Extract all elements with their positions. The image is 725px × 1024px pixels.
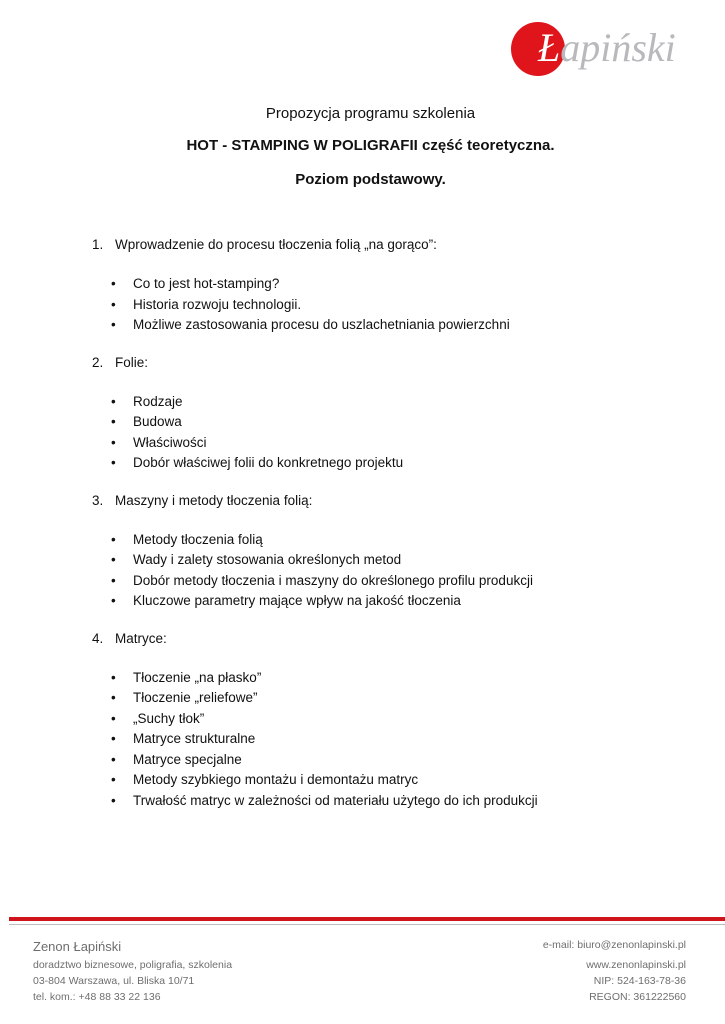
list-item-text: „Suchy tłok” — [133, 710, 205, 726]
footer-name: Zenon Łapiński — [33, 939, 122, 954]
program-section — [92, 628, 692, 812]
section-heading — [92, 490, 692, 512]
bullet-icon: • — [111, 434, 116, 450]
bullet-icon: • — [111, 669, 116, 685]
footer-services: doradztwo biznesowe, poligrafia, szkolenia — [33, 959, 233, 971]
section-heading-text: Folie: — [115, 354, 149, 370]
section-number: 3. — [92, 492, 104, 508]
list-item-text: Trwałość matryc w zależności od materiału użytego do ich produkcji — [133, 792, 538, 808]
list-item-text: Budowa — [133, 414, 182, 429]
footer-website: www.zenonlapinski.pl — [586, 959, 686, 971]
bullet-icon: • — [111, 531, 116, 547]
bullet-icon: • — [111, 276, 116, 291]
document-title: Propozycja programu szkolenia — [265, 105, 476, 122]
list-item — [92, 770, 692, 791]
bullet-list — [92, 530, 692, 612]
list-item — [92, 274, 692, 295]
company-logo — [511, 22, 696, 78]
bullet-icon: • — [111, 731, 116, 746]
list-item — [92, 750, 692, 771]
footer-email: e-mail: biuro@zenonlapinski.pl — [542, 939, 686, 951]
section-heading — [92, 628, 692, 650]
bullet-icon: • — [111, 792, 116, 808]
bullet-icon: • — [111, 690, 116, 705]
section-number: 1. — [92, 237, 104, 252]
bullet-icon: • — [111, 772, 116, 787]
footer-regon: REGON: 361222560 — [589, 991, 686, 1003]
bullet-icon: • — [111, 414, 116, 429]
list-item — [92, 315, 692, 336]
section-heading-text: Maszyny i metody tłoczenia folią: — [115, 492, 313, 508]
section-number: 2. — [92, 354, 104, 370]
list-item-text: Tłoczenie „reliefowe” — [133, 690, 258, 705]
bullet-icon: • — [111, 552, 116, 567]
list-item — [92, 433, 692, 454]
list-item — [92, 412, 692, 433]
list-item — [92, 729, 692, 750]
section-heading — [92, 352, 692, 374]
footer-address: 03-804 Warszawa, ul. Bliska 10/71 — [33, 975, 195, 987]
section-heading — [92, 234, 692, 256]
list-item-text: Dobór właściwej folii do konkretnego projektu — [133, 455, 404, 470]
program-section — [92, 352, 692, 474]
course-title: HOT - STAMPING W POLIGRAFII część teoretyczna. — [186, 137, 555, 154]
list-item-text: Dobór metody tłoczenia i maszyny do określonego profilu produkcji — [133, 572, 533, 588]
list-item — [92, 453, 692, 474]
list-item-text: Kluczowe parametry mające wpływ na jakość tłoczenia — [133, 593, 461, 608]
list-item — [92, 688, 692, 709]
footer-contact-left — [33, 937, 232, 1005]
section-number: 4. — [92, 630, 104, 646]
footer-divider-red — [9, 917, 725, 921]
list-item-text: Tłoczenie „na płasko” — [133, 669, 262, 685]
course-level: Poziom podstawowy. — [295, 171, 446, 188]
list-item — [92, 709, 692, 730]
list-item-text: Możliwe zastosowania procesu do uszlachetniania powierzchni — [133, 317, 510, 332]
footer-nip: NIP: 524-163-78-36 — [593, 975, 686, 987]
list-item-text: Metody tłoczenia folią — [133, 531, 263, 547]
program-outline — [92, 234, 692, 827]
bullet-list — [92, 392, 692, 474]
bullet-icon: • — [111, 751, 116, 767]
footer-phone: tel. kom.: +48 88 33 22 136 — [33, 991, 161, 1003]
list-item — [92, 571, 692, 592]
bullet-icon: • — [111, 455, 116, 470]
list-item — [92, 392, 692, 413]
logo-rest: apiński — [560, 25, 676, 70]
list-item-text: Historia rozwoju technologii. — [133, 296, 302, 312]
bullet-icon: • — [111, 572, 116, 588]
bullet-icon: • — [111, 593, 116, 608]
logo-wordmark — [538, 26, 676, 70]
list-item-text: Wady i zalety stosowania określonych metod — [133, 552, 402, 567]
program-section — [92, 490, 692, 612]
list-item-text: Matryce strukturalne — [133, 731, 256, 746]
list-item-text: Rodzaje — [133, 393, 183, 409]
list-item-text: Matryce specjalne — [133, 751, 242, 767]
bullet-icon: • — [111, 296, 116, 312]
bullet-list — [92, 274, 692, 336]
list-item — [92, 295, 692, 316]
section-heading-text: Matryce: — [115, 630, 167, 646]
list-item-text: Właściwości — [133, 434, 207, 450]
bullet-icon: • — [111, 317, 116, 332]
bullet-icon: • — [111, 393, 116, 409]
logo-initial: Ł — [538, 25, 561, 70]
list-item — [92, 668, 692, 689]
program-section — [92, 234, 692, 336]
bullet-icon: • — [111, 710, 116, 726]
title-block — [0, 104, 725, 190]
list-item — [92, 530, 692, 551]
list-item — [92, 591, 692, 612]
bullet-list — [92, 668, 692, 812]
list-item — [92, 550, 692, 571]
section-heading-text: Wprowadzenie do procesu tłoczenia folią „na gorąco”: — [115, 237, 437, 252]
footer-contact-right — [543, 937, 686, 1005]
list-item-text: Metody szybkiego montażu i demontażu matryc — [133, 772, 419, 787]
footer-divider-grey — [9, 924, 725, 925]
list-item-text: Co to jest hot-stamping? — [133, 276, 280, 291]
list-item — [92, 791, 692, 812]
